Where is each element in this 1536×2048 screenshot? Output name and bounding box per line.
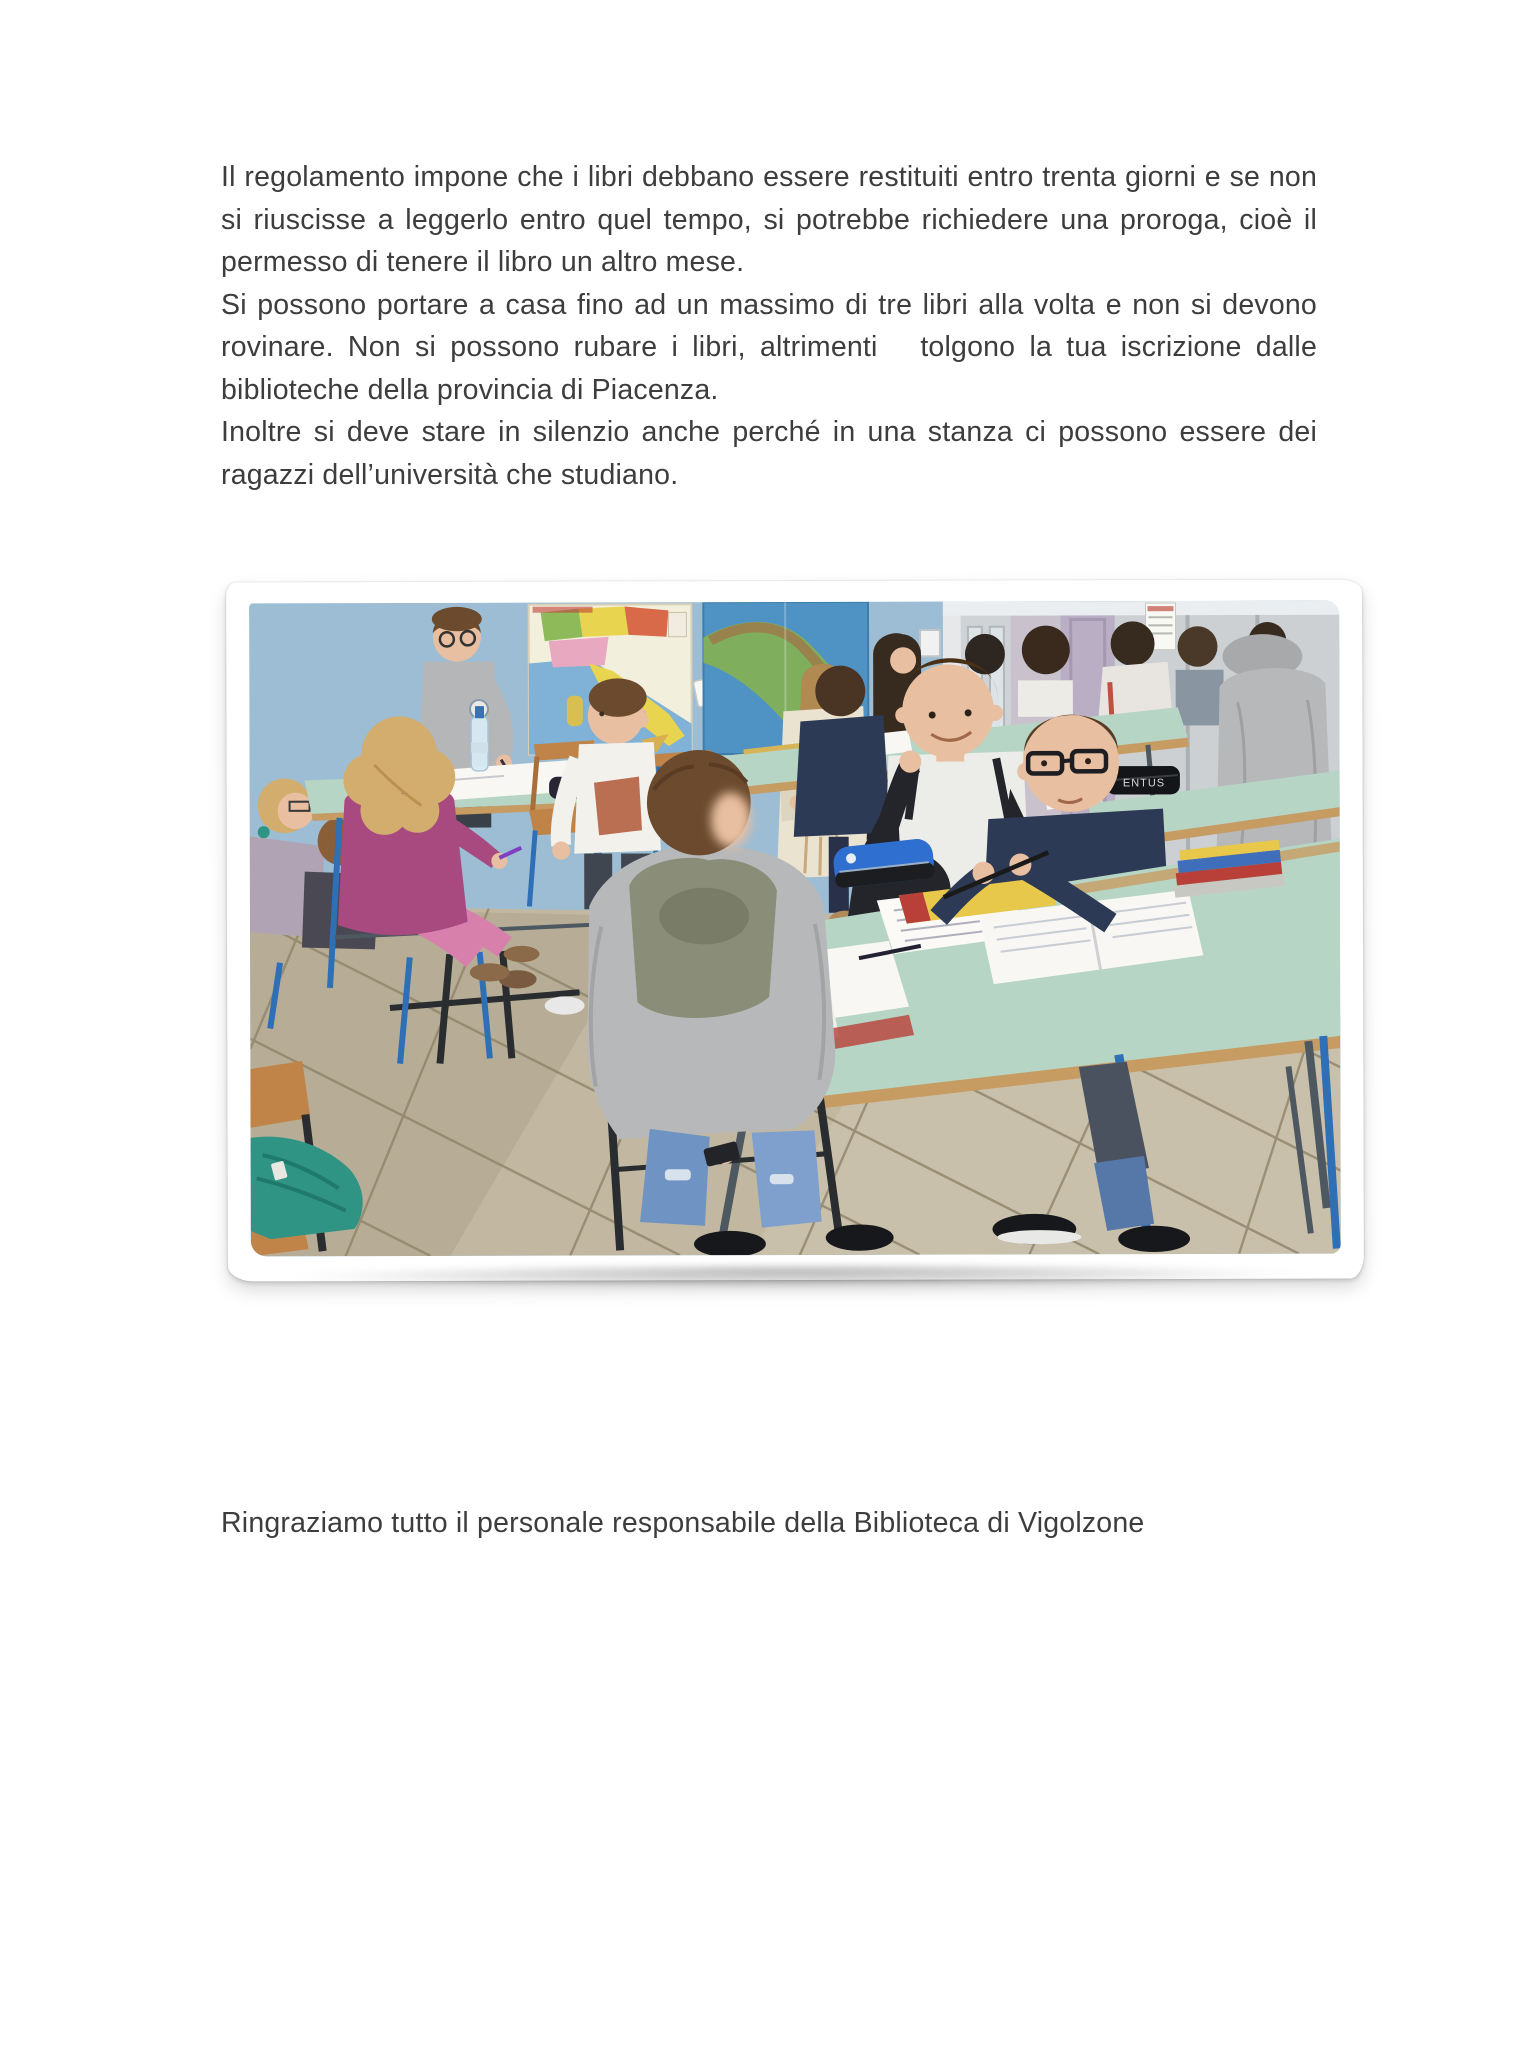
svg-text:ENTUS: ENTUS (1122, 777, 1166, 790)
framed-photo (226, 580, 1364, 1282)
body-text (221, 156, 1317, 496)
paragraph-1: Il regolamento impone che i libri debbano essere restituiti entro trenta giorni e se non si riuscisse a leggerlo entro quel tempo, si potrebbe richiedere una proroga, cioè il permesso di tenere il libro un altro mese. (221, 161, 1317, 278)
paragraph-3: Inoltre si deve stare in silenzio anche perché in una stanza ci possono essere dei ragazzi dell’università che studiano. (221, 416, 1317, 491)
classroom-photo (249, 601, 1341, 1257)
light-switch (920, 630, 940, 656)
photo-caption: Ringraziamo tutto il personale responsabile della Biblioteca di Vigolzone (221, 1507, 1145, 1539)
paragraph-2: Si possono portare a casa fino ad un massimo di tre libri alla volta e non si devono rovinare. Non si possono rubare i libri, altrimenti tolgono la tua iscrizione dalle biblioteche della provincia di Piacenza. (221, 288, 1317, 406)
